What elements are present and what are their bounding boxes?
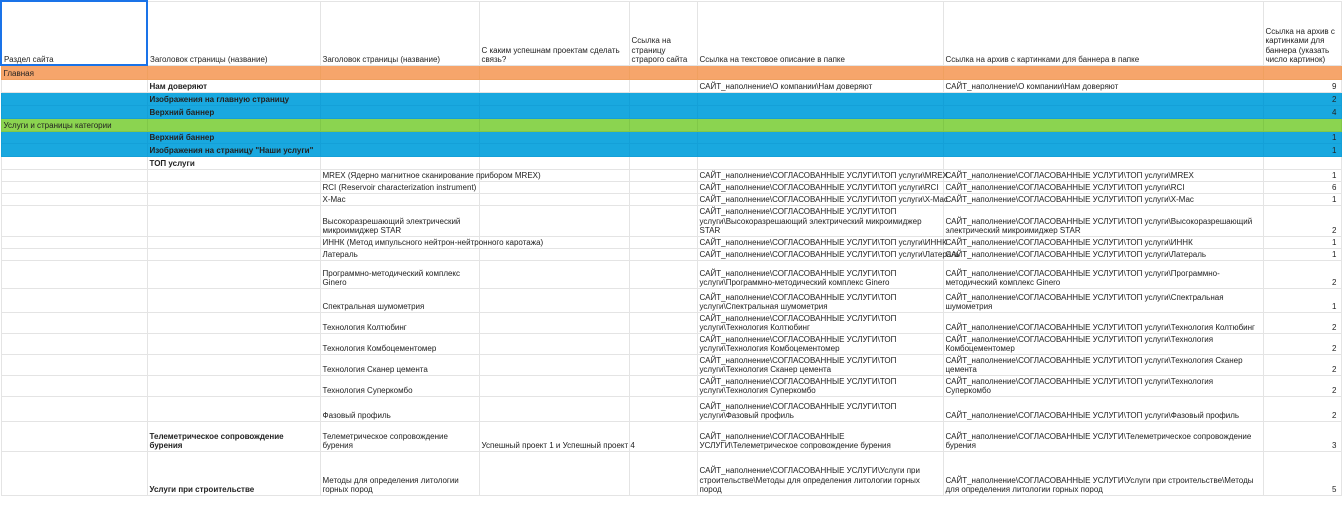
cell[interactable] xyxy=(320,65,479,79)
table-row xyxy=(1,354,1341,375)
header-cell-archive-link[interactable]: Ссылка на архив с картинками для баннера в папке xyxy=(943,1,1263,65)
cell[interactable] xyxy=(479,181,629,193)
cell[interactable]: Методы для определения литологии горных пород xyxy=(320,451,479,495)
cell[interactable]: САЙТ_наполнение\СОГЛАСОВАННЫЕ УСЛУГИ\ТОП услуги\Технология Суперкомбо xyxy=(697,375,943,396)
cell[interactable] xyxy=(1,451,147,495)
cell[interactable]: 1 xyxy=(1263,248,1341,260)
cell[interactable] xyxy=(697,118,943,131)
cell[interactable]: RCI (Reservoir characterization instrument) xyxy=(320,181,479,193)
cell[interactable]: САЙТ_наполнение\СОГЛАСОВАННЫЕ УСЛУГИ\ТОП услуги\Спектральная шумометрия xyxy=(697,288,943,312)
cell[interactable] xyxy=(943,92,1263,105)
cell[interactable]: 2 xyxy=(1263,92,1341,105)
table-row xyxy=(1,260,1341,288)
cell[interactable]: САЙТ_наполнение\СОГЛАСОВАННЫЕ УСЛУГИ\ТОП услуги\Латераль xyxy=(697,248,943,260)
cell[interactable] xyxy=(629,236,697,248)
cell[interactable]: САЙТ_наполнение\О компании\Нам доверяют xyxy=(697,79,943,92)
cell[interactable] xyxy=(943,131,1263,143)
cell[interactable]: Услуги при строительстве xyxy=(147,451,320,495)
cell[interactable]: MREX (Ядерно магнитное сканирование прибором MREX) xyxy=(320,169,479,181)
table-row xyxy=(1,156,1341,169)
table-row xyxy=(1,375,1341,396)
cell[interactable]: Верхний баннер xyxy=(147,105,320,118)
cell[interactable]: САЙТ_наполнение\СОГЛАСОВАННЫЕ УСЛУГИ\ТОП услуги\Программно-методический комплекс Ginero xyxy=(697,260,943,288)
cell[interactable]: Программно-методический комплекс Ginero xyxy=(320,260,479,288)
cell[interactable] xyxy=(147,354,320,375)
header-row xyxy=(1,1,1341,65)
table-row xyxy=(1,333,1341,354)
cell[interactable] xyxy=(320,92,479,105)
cell[interactable] xyxy=(147,181,320,193)
table-row xyxy=(1,288,1341,312)
cell[interactable]: Телеметрическое сопровождение бурения xyxy=(320,421,479,451)
cell[interactable] xyxy=(1,260,147,288)
cell[interactable] xyxy=(943,105,1263,118)
cell[interactable]: Услуги и страницы категории xyxy=(1,118,147,131)
cell[interactable] xyxy=(1,92,147,105)
cell[interactable] xyxy=(629,65,697,79)
cell[interactable] xyxy=(629,105,697,118)
cell[interactable] xyxy=(479,205,629,236)
cell[interactable]: Изображения на главную страницу xyxy=(147,92,320,105)
cell[interactable]: САЙТ_наполнение\СОГЛАСОВАННЫЕ УСЛУГИ\ТОП услуги\Фазовый профиль xyxy=(943,396,1263,421)
table-row xyxy=(1,312,1341,333)
cell[interactable] xyxy=(1,375,147,396)
section-row-main xyxy=(1,65,1341,79)
cell[interactable] xyxy=(1,79,147,92)
cell[interactable]: САЙТ_наполнение\СОГЛАСОВАННЫЕ УСЛУГИ\ТОП услуги\RCI xyxy=(943,181,1263,193)
cell[interactable] xyxy=(479,248,629,260)
cell[interactable] xyxy=(147,118,320,131)
cell[interactable]: 2 xyxy=(1263,205,1341,236)
cell[interactable]: САЙТ_наполнение\СОГЛАСОВАННЫЕ УСЛУГИ\ТОП услуги\ИННК xyxy=(943,236,1263,248)
cell[interactable] xyxy=(629,396,697,421)
cell[interactable] xyxy=(320,118,479,131)
cell[interactable] xyxy=(629,205,697,236)
cell[interactable]: САЙТ_наполнение\СОГЛАСОВАННЫЕ УСЛУГИ\ТОП услуги\Технология Суперкомбо xyxy=(943,375,1263,396)
cell[interactable]: 1 xyxy=(1263,193,1341,205)
header-cell-page-title[interactable]: Заголовок страницы (название) xyxy=(147,1,320,65)
cell[interactable]: САЙТ_наполнение\СОГЛАСОВАННЫЕ УСЛУГИ\ТОП услуги\Латераль xyxy=(943,248,1263,260)
cell[interactable] xyxy=(1,288,147,312)
cell[interactable]: 6 xyxy=(1263,181,1341,193)
cell[interactable] xyxy=(1,131,147,143)
cell[interactable]: Технология Сканер цемента xyxy=(320,354,479,375)
cell[interactable]: 2 xyxy=(1263,354,1341,375)
table-row xyxy=(1,131,1341,143)
cell[interactable] xyxy=(479,260,629,288)
cell[interactable] xyxy=(147,65,320,79)
cell[interactable] xyxy=(629,156,697,169)
cell[interactable]: Технология Колтюбинг xyxy=(320,312,479,333)
cell[interactable]: САЙТ_наполнение\СОГЛАСОВАННЫЕ УСЛУГИ\Услуги при строительстве\Методы для определения литологии горных пород xyxy=(697,451,943,495)
header-cell-section[interactable]: Раздел сайта xyxy=(1,1,147,65)
cell[interactable]: 2 xyxy=(1263,396,1341,421)
cell[interactable]: Фазовый профиль xyxy=(320,396,479,421)
cell[interactable]: Успешный проект 1 и Успешный проект 4 xyxy=(479,421,629,451)
cell[interactable]: 5 xyxy=(1263,451,1341,495)
cell[interactable]: САЙТ_наполнение\СОГЛАСОВАННЫЕ УСЛУГИ\ТОП услуги\X-Mac xyxy=(697,193,943,205)
cell[interactable] xyxy=(147,396,320,421)
cell[interactable] xyxy=(479,65,629,79)
cell[interactable] xyxy=(1,205,147,236)
cell[interactable] xyxy=(1,169,147,181)
cell[interactable] xyxy=(629,260,697,288)
section-row-services xyxy=(1,118,1341,131)
cell[interactable]: 1 xyxy=(1263,288,1341,312)
cell[interactable] xyxy=(1,333,147,354)
cell[interactable] xyxy=(479,333,629,354)
cell[interactable]: Высокоразрешающий электрический микроимиджер STAR xyxy=(320,205,479,236)
cell[interactable] xyxy=(1,396,147,421)
cell[interactable]: 2 xyxy=(1263,312,1341,333)
cell[interactable]: 1 xyxy=(1263,143,1341,156)
cell[interactable]: САЙТ_наполнение\СОГЛАСОВАННЫЕ УСЛУГИ\ТОП услуги\ИННК xyxy=(697,236,943,248)
cell[interactable] xyxy=(479,118,629,131)
cell[interactable] xyxy=(1,354,147,375)
cell[interactable] xyxy=(479,193,629,205)
cell[interactable] xyxy=(629,288,697,312)
cell[interactable]: САЙТ_наполнение\СОГЛАСОВАННЫЕ УСЛУГИ\ТОП услуги\Технология Комбоцементомер xyxy=(943,333,1263,354)
cell[interactable]: САЙТ_наполнение\СОГЛАСОВАННЫЕ УСЛУГИ\ТОП услуги\Программно-методический комплекс Ginero xyxy=(943,260,1263,288)
cell[interactable]: Нам доверяют xyxy=(147,79,320,92)
header-cell-page-title-2[interactable]: Заголовок страницы (название) xyxy=(320,1,479,65)
cell[interactable] xyxy=(1263,156,1341,169)
cell[interactable] xyxy=(147,260,320,288)
cell[interactable] xyxy=(629,181,697,193)
cell[interactable]: Изображения на страницу "Наши услуги" xyxy=(147,143,320,156)
cell[interactable]: САЙТ_наполнение\СОГЛАСОВАННЫЕ УСЛУГИ\ТОП услуги\Фазовый профиль xyxy=(697,396,943,421)
cell[interactable] xyxy=(147,205,320,236)
cell[interactable] xyxy=(147,333,320,354)
table-row xyxy=(1,451,1341,495)
cell[interactable] xyxy=(629,312,697,333)
cell[interactable] xyxy=(1263,118,1341,131)
cell[interactable] xyxy=(147,375,320,396)
cell[interactable] xyxy=(479,92,629,105)
cell[interactable]: САЙТ_наполнение\СОГЛАСОВАННЫЕ УСЛУГИ\ТОП услуги\Высокоразрешающий электрический микроимиджер STAR xyxy=(943,205,1263,236)
cell[interactable]: САЙТ_наполнение\СОГЛАСОВАННЫЕ УСЛУГИ\ТОП услуги\Технология Комбоцементомер xyxy=(697,333,943,354)
cell[interactable] xyxy=(147,248,320,260)
cell[interactable] xyxy=(147,288,320,312)
cell[interactable] xyxy=(697,92,943,105)
table-row xyxy=(1,396,1341,421)
cell[interactable]: 2 xyxy=(1263,333,1341,354)
cell[interactable]: САЙТ_наполнение\СОГЛАСОВАННЫЕ УСЛУГИ\Телеметрическое сопровождение бурения xyxy=(697,421,943,451)
table-row xyxy=(1,143,1341,156)
cell[interactable] xyxy=(479,451,629,495)
cell[interactable]: Латераль xyxy=(320,248,479,260)
table-row xyxy=(1,92,1341,105)
cell[interactable]: САЙТ_наполнение\СОГЛАСОВАННЫЕ УСЛУГИ\ТОП услуги\Технология Сканер цемента xyxy=(697,354,943,375)
cell[interactable] xyxy=(697,105,943,118)
cell[interactable] xyxy=(1,312,147,333)
cell[interactable] xyxy=(697,65,943,79)
cell[interactable] xyxy=(479,354,629,375)
cell[interactable]: 1 xyxy=(1263,236,1341,248)
cell[interactable] xyxy=(479,131,629,143)
cell[interactable]: Технология Комбоцементомер xyxy=(320,333,479,354)
cell[interactable]: 2 xyxy=(1263,375,1341,396)
cell[interactable] xyxy=(629,79,697,92)
cell[interactable] xyxy=(320,105,479,118)
header-cell-projects[interactable]: С каким успешнам проектам сделать связь? xyxy=(479,1,629,65)
cell[interactable]: САЙТ_наполнение\СОГЛАСОВАННЫЕ УСЛУГИ\ТОП услуги\Высокоразрешающий электрический микроимиджер STAR xyxy=(697,205,943,236)
cell[interactable]: САЙТ_наполнение\СОГЛАСОВАННЫЕ УСЛУГИ\ТОП услуги\X-Mac xyxy=(943,193,1263,205)
cell[interactable] xyxy=(629,143,697,156)
cell[interactable] xyxy=(320,79,479,92)
cell[interactable] xyxy=(629,92,697,105)
table-row xyxy=(1,193,1341,205)
cell[interactable]: САЙТ_наполнение\СОГЛАСОВАННЫЕ УСЛУГИ\Телеметрическое сопровождение бурения xyxy=(943,421,1263,451)
header-cell-image-count[interactable]: Ссылка на архив с картинками для баннера (указать число картинок) xyxy=(1263,1,1341,65)
table-row xyxy=(1,181,1341,193)
header-cell-old-site-link[interactable]: Ссылка на страницу страрого сайта xyxy=(629,1,697,65)
cell[interactable]: Главная xyxy=(1,65,147,79)
cell[interactable]: 9 xyxy=(1263,79,1341,92)
cell[interactable] xyxy=(1,143,147,156)
cell[interactable] xyxy=(629,169,697,181)
cell[interactable] xyxy=(320,156,479,169)
cell[interactable] xyxy=(320,131,479,143)
cell[interactable] xyxy=(629,193,697,205)
cell[interactable] xyxy=(629,248,697,260)
cell[interactable] xyxy=(479,312,629,333)
cell[interactable]: Спектральная шумометрия xyxy=(320,288,479,312)
cell[interactable] xyxy=(1,193,147,205)
cell[interactable] xyxy=(629,354,697,375)
cell[interactable] xyxy=(943,118,1263,131)
cell[interactable] xyxy=(943,143,1263,156)
cell[interactable]: САЙТ_наполнение\О компании\Нам доверяют xyxy=(943,79,1263,92)
cell[interactable] xyxy=(479,288,629,312)
cell[interactable] xyxy=(629,131,697,143)
cell[interactable]: ИННК (Метод импульсного нейтрон-нейтронного каротажа) xyxy=(320,236,479,248)
cell[interactable] xyxy=(479,143,629,156)
cell[interactable] xyxy=(697,131,943,143)
cell[interactable]: САЙТ_наполнение\СОГЛАСОВАННЫЕ УСЛУГИ\ТОП услуги\Технология Колтюбинг xyxy=(943,312,1263,333)
cell[interactable]: САЙТ_наполнение\СОГЛАСОВАННЫЕ УСЛУГИ\ТОП услуги\Спектральная шумометрия xyxy=(943,288,1263,312)
cell[interactable] xyxy=(629,333,697,354)
cell[interactable]: САЙТ_наполнение\СОГЛАСОВАННЫЕ УСЛУГИ\Услуги при строительстве\Методы для определения литологии горных пород xyxy=(943,451,1263,495)
cell[interactable]: Телеметрическое сопровождение бурения xyxy=(147,421,320,451)
cell[interactable] xyxy=(1,181,147,193)
cell[interactable]: Технология Суперкомбо xyxy=(320,375,479,396)
cell[interactable]: САЙТ_наполнение\СОГЛАСОВАННЫЕ УСЛУГИ\ТОП услуги\Технология Колтюбинг xyxy=(697,312,943,333)
cell[interactable]: 1 xyxy=(1263,131,1341,143)
cell[interactable] xyxy=(479,79,629,92)
cell[interactable] xyxy=(1,236,147,248)
cell[interactable]: САЙТ_наполнение\СОГЛАСОВАННЫЕ УСЛУГИ\ТОП услуги\RCI xyxy=(697,181,943,193)
cell[interactable] xyxy=(629,421,697,451)
cell[interactable] xyxy=(147,193,320,205)
cell[interactable] xyxy=(147,312,320,333)
cell[interactable] xyxy=(479,156,629,169)
cell[interactable] xyxy=(147,236,320,248)
cell[interactable]: Верхний баннер xyxy=(147,131,320,143)
cell[interactable]: 3 xyxy=(1263,421,1341,451)
table-row xyxy=(1,421,1341,451)
cell[interactable] xyxy=(629,375,697,396)
cell[interactable]: 1 xyxy=(1263,169,1341,181)
cell[interactable] xyxy=(320,143,479,156)
cell[interactable] xyxy=(1,248,147,260)
cell[interactable]: 4 xyxy=(1263,105,1341,118)
table-row xyxy=(1,236,1341,248)
table-row xyxy=(1,248,1341,260)
cell[interactable]: САЙТ_наполнение\СОГЛАСОВАННЫЕ УСЛУГИ\ТОП услуги\Технология Сканер цемента xyxy=(943,354,1263,375)
cell[interactable] xyxy=(479,105,629,118)
table-row xyxy=(1,205,1341,236)
table-row xyxy=(1,169,1341,181)
cell[interactable] xyxy=(147,169,320,181)
cell[interactable] xyxy=(1,156,147,169)
cell[interactable] xyxy=(943,65,1263,79)
cell[interactable]: САЙТ_наполнение\СОГЛАСОВАННЫЕ УСЛУГИ\ТОП услуги\MREX xyxy=(943,169,1263,181)
cell[interactable]: САЙТ_наполнение\СОГЛАСОВАННЫЕ УСЛУГИ\ТОП услуги\MREX xyxy=(697,169,943,181)
cell[interactable]: 2 xyxy=(1263,260,1341,288)
cell[interactable] xyxy=(479,396,629,421)
cell[interactable] xyxy=(479,375,629,396)
cell[interactable] xyxy=(1263,65,1341,79)
table-row xyxy=(1,79,1341,92)
table-row xyxy=(1,105,1341,118)
cell[interactable] xyxy=(697,156,943,169)
cell[interactable] xyxy=(1,105,147,118)
cell[interactable] xyxy=(1,421,147,451)
cell[interactable]: ТОП услуги xyxy=(147,156,320,169)
header-cell-text-link[interactable]: Ссылка на текстовое описание в папке xyxy=(697,1,943,65)
cell[interactable]: X-Mac xyxy=(320,193,479,205)
cell[interactable] xyxy=(697,143,943,156)
cell[interactable] xyxy=(943,156,1263,169)
cell[interactable] xyxy=(629,118,697,131)
cell[interactable] xyxy=(629,451,697,495)
